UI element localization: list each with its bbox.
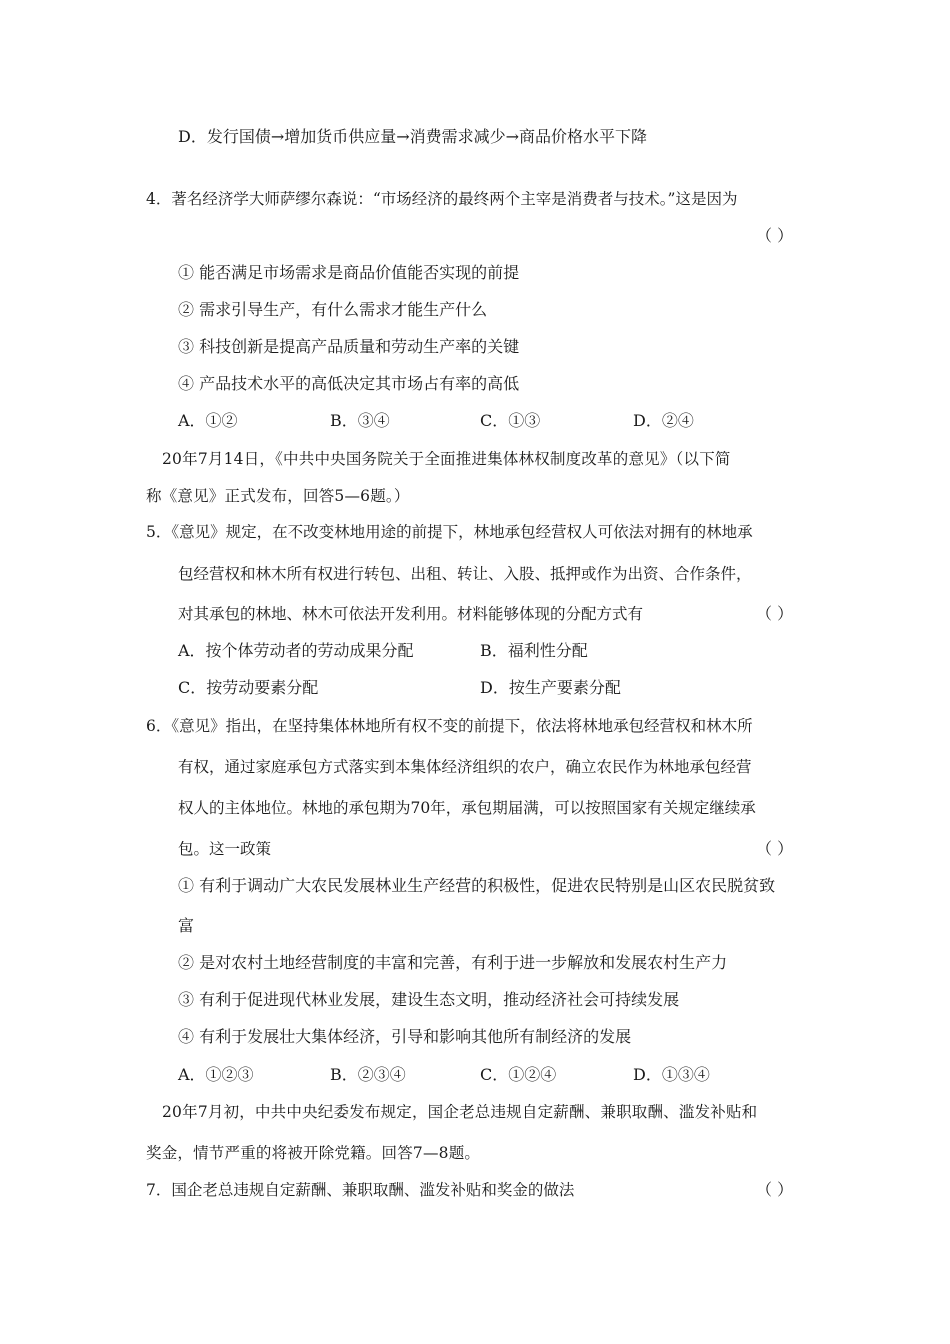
intro-5-6-line-1: 20年7月14日，《中共中央国务院关于全面推进集体林权制度改革的意见》（以下简 xyxy=(162,450,731,468)
q4-stem: 4．著名经济学大师萨缪尔森说：“市场经济的最终两个主宰是消费者与技术。”这是因为 xyxy=(146,190,738,208)
q5-stem-line-1: 5．《意见》规定，在不改变林地用途的前提下，林地承包经营权人可依法对拥有的林地承 xyxy=(146,523,753,541)
q5-stem-line-3: 对其承包的林地、林木可依法开发利用。材料能够体现的分配方式有 xyxy=(178,605,644,623)
q4-item-2: ② 需求引导生产，有什么需求才能生产什么 xyxy=(178,300,488,319)
q5-option-c: C．按劳动要素分配 xyxy=(178,678,319,697)
intro-7-8-line-1: 20年7月初，中共中央纪委发布规定，国企老总违规自定薪酬、兼职取酬、滥发补贴和 xyxy=(162,1103,758,1121)
q6-option-a: A．①②③ xyxy=(178,1065,254,1084)
q6-item-3: ③ 有利于促进现代林业发展，建设生态文明，推动经济社会可持续发展 xyxy=(178,990,680,1009)
intro-7-8-line-2: 奖金，情节严重的将被开除党籍。回答7—8题。 xyxy=(146,1144,481,1162)
q4-option-a: A．①② xyxy=(178,411,238,430)
q6-stem-line-1: 6．《意见》指出，在坚持集体林地所有权不变的前提下，依法将林地承包经营权和林木所 xyxy=(146,717,753,735)
intro-5-6-line-2: 称《意见》正式发布，回答5—6题。） xyxy=(146,487,410,505)
q6-option-d: D．①③④ xyxy=(633,1065,710,1084)
q6-item-2: ② 是对农村土地经营制度的丰富和完善，有利于进一步解放和发展农村生产力 xyxy=(178,953,728,972)
q3-option-d: D．发行国债→增加货币供应量→消费需求减少→商品价格水平下降 xyxy=(178,127,648,146)
q6-stem-line-3: 权人的主体地位。林地的承包期为70年，承包期届满，可以按照国家有关规定继续承 xyxy=(178,799,756,817)
q6-stem-line-2: 有权，通过家庭承包方式落实到本集体经济组织的农户，确立农民作为林地承包经营 xyxy=(178,758,752,776)
q7-stem: 7．国企老总违规自定薪酬、兼职取酬、滥发补贴和奖金的做法 xyxy=(146,1181,575,1199)
q5-option-d: D．按生产要素分配 xyxy=(480,678,621,697)
q4-option-c: C．①③ xyxy=(480,411,541,430)
q4-item-4: ④ 产品技术水平的高低决定其市场占有率的高低 xyxy=(178,374,520,393)
q7-answer-paren: （ ） xyxy=(756,1180,794,1199)
q5-option-a: A．按个体劳动者的劳动成果分配 xyxy=(178,641,414,660)
q6-item-4: ④ 有利于发展壮大集体经济，引导和影响其他所有制经济的发展 xyxy=(178,1027,632,1046)
q6-option-b: B．②③④ xyxy=(330,1065,406,1084)
q4-option-b: B．③④ xyxy=(330,411,390,430)
q6-option-c: C．①②④ xyxy=(480,1065,557,1084)
q5-answer-paren: （ ） xyxy=(756,604,794,623)
q6-item-1-line-2: 富 xyxy=(178,916,195,935)
q4-item-3: ③ 科技创新是提高产品质量和劳动生产率的关键 xyxy=(178,337,520,356)
q4-option-d: D．②④ xyxy=(633,411,694,430)
q6-stem-line-4: 包。这一政策 xyxy=(178,840,272,858)
q4-item-1: ① 能否满足市场需求是商品价值能否实现的前提 xyxy=(178,263,520,282)
q4-answer-paren: （ ） xyxy=(756,226,794,245)
q5-stem-line-2: 包经营权和林木所有权进行转包、出租、转让、入股、抵押或作为出资、合作条件， xyxy=(178,565,752,583)
q5-option-b: B．福利性分配 xyxy=(480,641,588,660)
q6-answer-paren: （ ） xyxy=(756,839,794,858)
q6-item-1-line-1: ① 有利于调动广大农民发展林业生产经营的积极性，促进农民特别是山区农民脱贫致 xyxy=(178,876,776,895)
